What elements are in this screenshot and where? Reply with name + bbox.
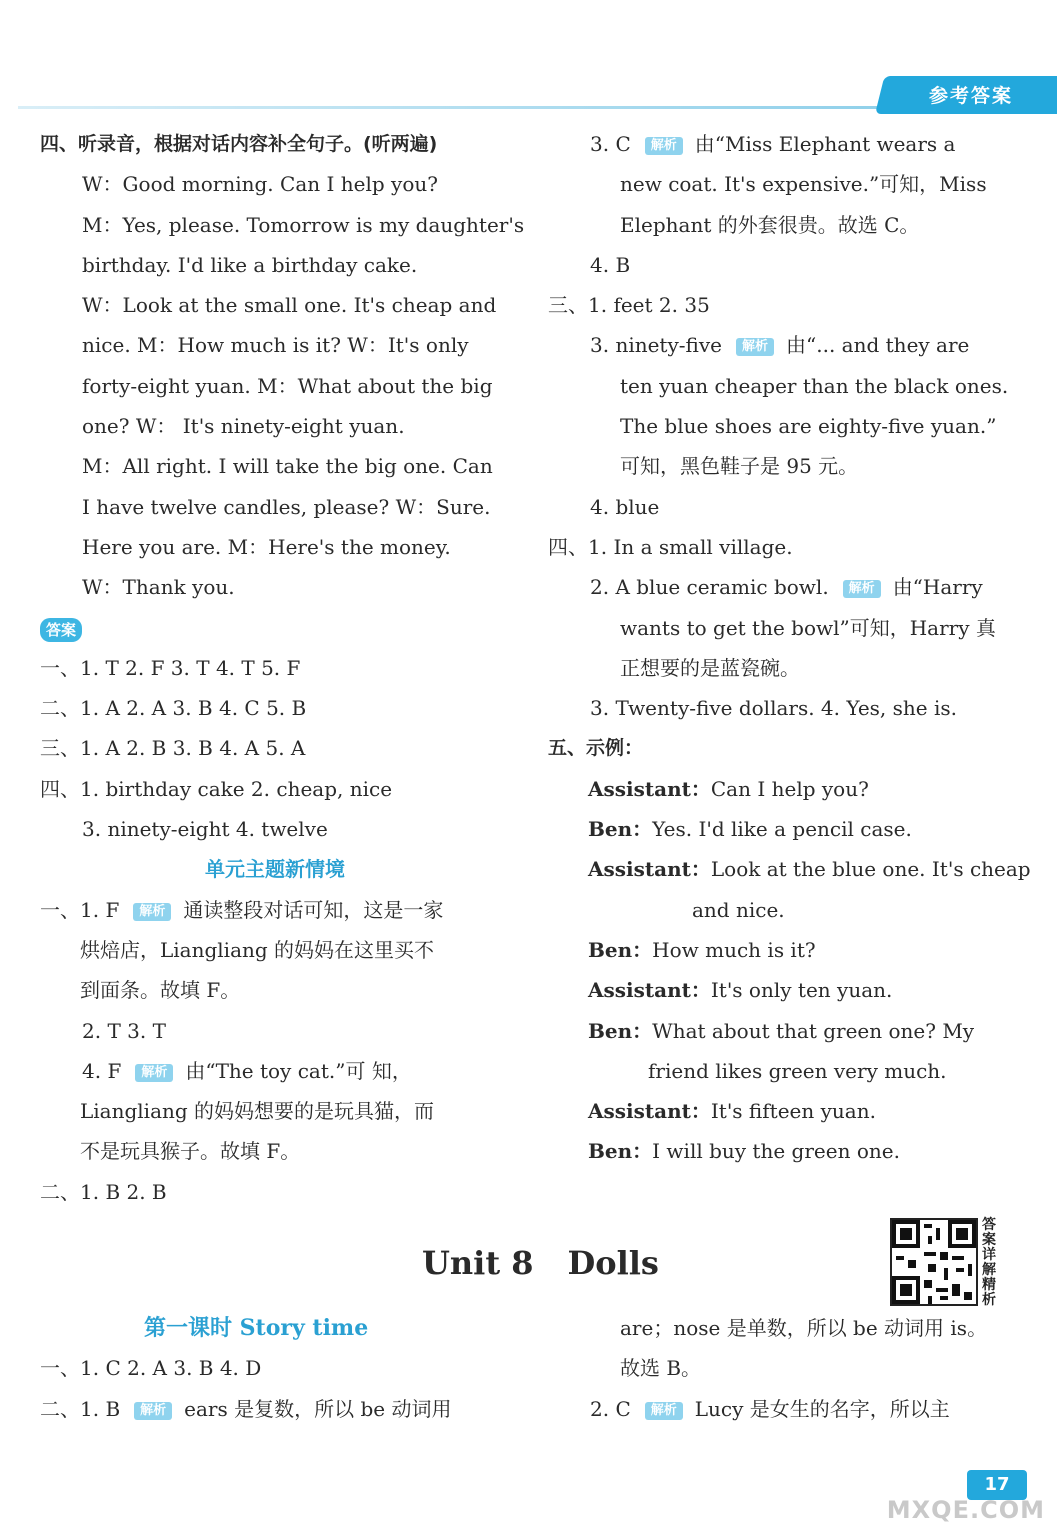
unit-theme-title: 单元主题新情境 (205, 857, 345, 882)
transcript-line: M：Yes, please. Tomorrow is my daughter's (82, 212, 525, 237)
dialogue-line (548, 769, 1016, 809)
answer-badge: 答案 (40, 618, 82, 642)
analysis-tag: 解析 (645, 137, 683, 155)
part4-q2-number: 2. A blue ceramic bowl. (590, 575, 829, 600)
dialogue-text: Can I help you? (710, 776, 869, 801)
header-rule (18, 106, 898, 109)
q3-row (548, 124, 1016, 164)
analysis-tag: 解析 (133, 903, 171, 921)
lesson-right-line: are；nose 是单数，所以 be 动词用 is。 (620, 1316, 988, 1340)
dialogue-text: Look at the blue one. It's cheap (710, 857, 1031, 882)
dialogue-text: It's only ten yuan. (710, 978, 893, 1003)
part3-q3 (548, 325, 1016, 365)
analysis-tag: 解析 (736, 338, 774, 356)
left-column (40, 124, 525, 1212)
transcript-line: I have twelve candles, please? W：Sure. (82, 494, 491, 519)
theme-q4 (40, 1051, 510, 1091)
theme-q1-line: 到面条。故填 F。 (80, 978, 241, 1003)
answer-line: 3. ninety-eight 4. twelve (82, 817, 328, 842)
q3-line: Elephant 的外套很贵。故选 C。 (620, 212, 920, 237)
dialogue-speaker: Assistant： (588, 1099, 711, 1124)
lesson-right-line: 故选 B。 (620, 1356, 702, 1381)
unit-title (422, 1244, 659, 1282)
dialogue-line (548, 1131, 1016, 1171)
part3-q3-line: ten yuan cheaper than the black ones. (620, 373, 1009, 398)
part4-q1: 四、1. In a small village. (548, 534, 793, 559)
dialogue-line (548, 849, 1031, 889)
q3-text: 由“Miss Elephant wears a (694, 132, 956, 156)
dialogue-text: I will buy the green one. (652, 1139, 900, 1164)
dialogue-speaker: Assistant： (588, 776, 711, 801)
header-tab-label: 参考答案 (928, 85, 1013, 107)
dialogue-text: It's fifteen yuan. (710, 1099, 876, 1124)
theme-q1-line: 烘焙店，Liangliang 的妈妈在这里买不 (80, 937, 435, 962)
page-number: 17 (967, 1470, 1027, 1500)
lesson-part2-text: ears 是复数，所以 be 动词用 (184, 1396, 452, 1421)
right-column (548, 124, 1031, 1172)
part3-q3-line: 可知，黑色鞋子是 95 元。 (620, 454, 859, 479)
lesson-part2-number: 二、1. B (40, 1396, 121, 1421)
q3-number: 3. C (590, 132, 631, 156)
theme-q23: 2. T 3. T (82, 1018, 166, 1043)
theme-q4-line: Liangliang 的妈妈想要的是玩具猫，而 (80, 1099, 435, 1124)
answer-line: 二、1. A 2. A 3. B 4. C 5. B (40, 696, 307, 721)
dialogue-line (548, 809, 1016, 849)
lesson-left (40, 1308, 510, 1429)
dialogue-speaker: Assistant： (588, 978, 711, 1003)
lesson-right (548, 1308, 1016, 1429)
dialogue-line (548, 930, 1016, 970)
analysis-tag: 解析 (645, 1402, 683, 1420)
part4-q2-line: wants to get the bowl”可知，Harry 真 (620, 615, 996, 640)
unit-name: Dolls (567, 1244, 659, 1282)
analysis-tag: 解析 (843, 580, 881, 598)
transcript-line: nice. M：How much is it? W：It's only (82, 333, 469, 358)
theme-q4-line: 不是玩具猴子。故填 F。 (80, 1139, 301, 1164)
unit-number: Unit 8 (422, 1244, 534, 1282)
watermark: MXQE.COM (886, 1496, 1045, 1524)
transcript-line: Here you are. M：Here's the money. (82, 534, 451, 559)
theme-q4-text: 由“The toy cat.”可 知， (185, 1058, 412, 1083)
part3-q12: 三、1. feet 2. 35 (548, 293, 710, 318)
answer-line: 四、1. birthday cake 2. cheap, nice (40, 776, 393, 801)
dialogue-text: What about that green one? My (652, 1018, 975, 1043)
part4-q2-line: 正想要的是蓝瓷碗。 (620, 655, 800, 680)
lesson-title: 第一课时 Story time (144, 1315, 369, 1341)
lesson-q2-text: Lucy 是女生的名字，所以主 (694, 1396, 950, 1421)
dialogue-text: How much is it? (652, 937, 816, 962)
answer-badge-row (40, 608, 510, 648)
theme-q1-number: 一、1. F (40, 897, 120, 922)
part5-title: 五、示例： (548, 737, 644, 760)
q4-row: 4. B (590, 252, 631, 277)
dialogue-line (548, 1051, 1016, 1091)
answer-line: 三、1. A 2. B 3. B 4. A 5. A (40, 736, 306, 761)
q3-line: new coat. It's expensive.”可知，Miss (620, 172, 987, 197)
dialogue-line (548, 890, 1016, 930)
part4-q2 (548, 567, 1016, 607)
dialogue-text: and nice. (692, 897, 785, 922)
part4-q34: 3. Twenty-five dollars. 4. Yes, she is. (590, 696, 958, 721)
analysis-tag: 解析 (135, 1064, 173, 1082)
lesson-part2 (40, 1389, 510, 1429)
theme-part2: 二、1. B 2. B (40, 1179, 167, 1204)
dialogue-speaker: Assistant： (588, 857, 711, 882)
dialogue-line (548, 970, 1016, 1010)
answer-line: 一、1. T 2. F 3. T 4. T 5. F (40, 655, 301, 680)
dialogue-speaker: Ben： (588, 1018, 653, 1043)
theme-q4-number: 4. F (82, 1058, 122, 1083)
dialogue-text: Yes. I'd like a pencil case. (652, 817, 912, 842)
lesson-q2 (548, 1389, 1016, 1429)
transcript-line: birthday. I'd like a birthday cake. (82, 252, 418, 277)
section-title: 四、听录音，根据对话内容补全句子。(听两遍) (40, 133, 438, 155)
part3-q3-number: 3. ninety-five (590, 333, 723, 358)
theme-q1 (40, 890, 510, 930)
theme-q1-text: 通读整段对话可知，这是一家 (183, 897, 444, 922)
dialogue-line (548, 1091, 1016, 1131)
part4-q2-text: 由“Harry (892, 575, 983, 600)
part3-q3-text: 由“... and they are (786, 333, 970, 358)
qr-code-icon[interactable] (890, 1218, 978, 1306)
transcript-line: W：Look at the small one. It's cheap and (82, 293, 497, 318)
dialogue-speaker: Ben： (588, 937, 653, 962)
dialogue-line (548, 1011, 1016, 1051)
lesson-q2-number: 2. C (590, 1396, 631, 1421)
transcript-line: M：All right. I will take the big one. Can (82, 454, 493, 479)
dialogue-text: friend likes green very much. (648, 1058, 947, 1083)
transcript-line: W：Thank you. (82, 575, 235, 600)
lesson-part1: 一、1. C 2. A 3. B 4. D (40, 1356, 262, 1381)
analysis-tag: 解析 (134, 1402, 172, 1420)
qr-label: 答案详解精析 (982, 1217, 996, 1308)
transcript-line: one? W： It's ninety-eight yuan. (82, 414, 405, 439)
part3-q4: 4. blue (590, 494, 660, 519)
transcript-line: forty-eight yuan. M：What about the big (82, 373, 493, 398)
dialogue-speaker: Ben： (588, 817, 653, 842)
dialogue-speaker: Ben： (588, 1139, 653, 1164)
part3-q3-line: The blue shoes are eighty-five yuan.” (620, 414, 997, 439)
transcript-line: W：Good morning. Can I help you? (82, 172, 438, 197)
